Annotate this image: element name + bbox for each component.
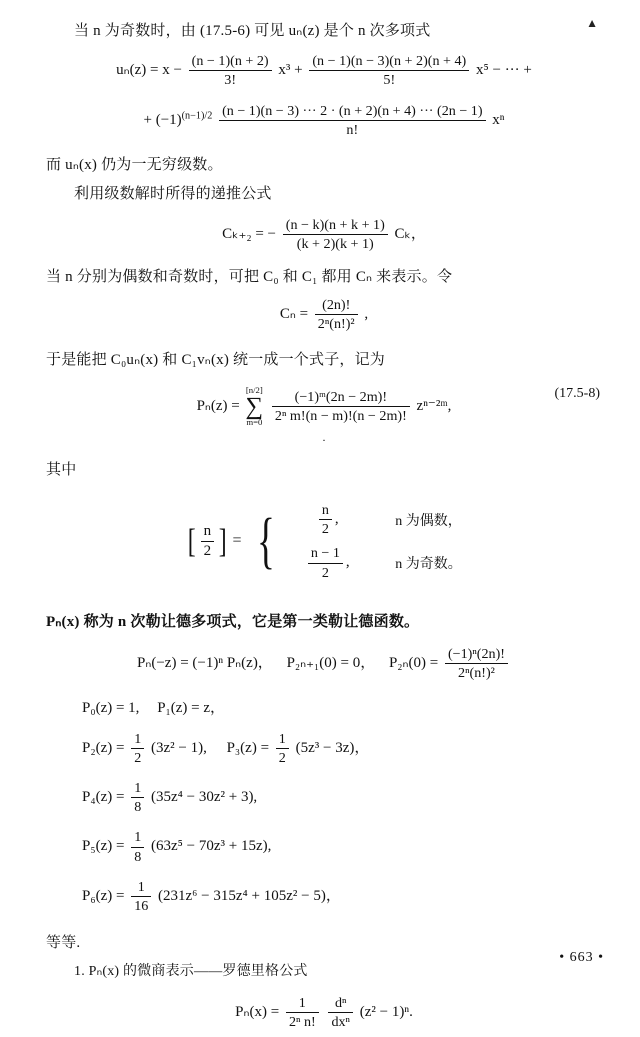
eq-un-frac2 xyxy=(309,53,469,88)
case-even-den: 2 xyxy=(321,521,329,538)
eq-un2-frac-den: n! xyxy=(346,121,359,138)
poly-6-body: (231z⁶ − 315z⁴ + 105z² − 5)， xyxy=(158,887,341,904)
poly-5-coeff-den: 8 xyxy=(134,848,142,865)
poly-6-lhs: P₆(z) = xyxy=(82,887,125,904)
eq-c-frac-den: (k + 2)(k + 1) xyxy=(296,235,374,252)
eq-un2-frac-num: (n − 1)(n − 3) ··· 2 · (n + 2)(n + 4) ··· (2n − 1) xyxy=(219,103,485,121)
equation-floor-cases xyxy=(46,494,602,589)
case-odd-frac xyxy=(308,545,343,580)
poly-4-coeff-den: 8 xyxy=(134,799,142,816)
eq-un2-exp: (n−1)/2 xyxy=(181,110,213,122)
poly-6-coeff-num: 1 xyxy=(131,879,151,897)
poly-6-coeff xyxy=(131,879,151,914)
poly-5-coeff-num: 1 xyxy=(131,829,144,847)
equation-rodrigues xyxy=(46,995,602,1030)
equals-sign: = xyxy=(232,532,242,550)
eq-un-frac2-num: (n − 1)(n − 3)(n + 2)(n + 4) xyxy=(309,53,469,71)
case-even-num: n xyxy=(319,502,332,520)
paragraph-4: 当 n 分别为偶数和奇数时，可把 C₀ 和 C₁ 都用 Cₙ 来表示。令 xyxy=(46,268,453,285)
eq-un-t1: x − xyxy=(162,62,182,79)
poly-2-coeff-den: 2 xyxy=(134,749,142,766)
equation-cn xyxy=(46,297,602,332)
case-odd-den: 2 xyxy=(321,564,329,581)
paragraph-6: 其中 xyxy=(46,461,77,478)
floor-arg-num: n xyxy=(201,523,215,542)
floor-arg xyxy=(201,523,215,561)
poly-5-lhs: P₅(z) = xyxy=(82,838,125,855)
case-even-value: $\frac{n}{2}$ , xyxy=(285,502,369,537)
case-odd-num: n − 1 xyxy=(308,545,343,563)
corner-mark: ▲ xyxy=(586,16,598,30)
poly-row-6 xyxy=(46,879,602,914)
eq-un2-t1: + (−1) xyxy=(143,111,182,128)
poly-3-coeff-den: 2 xyxy=(278,749,286,766)
eq-rod-lhs: Pₙ(x) = xyxy=(235,1004,280,1021)
paragraph-7: Pₙ(x) 称为 n 次勒让德多项式，它是第一类勒让德函数。 xyxy=(46,613,420,630)
page-content xyxy=(46,14,602,1037)
case-row-even xyxy=(285,502,462,537)
paragraph-1: 当 n 为奇数时，由 (17.5-6) 可见 uₙ(z) 是个 n 次多项式 xyxy=(74,23,431,39)
sum-upper-limit: [n/2] xyxy=(245,384,263,395)
poly-2-coeff xyxy=(131,731,144,766)
prop-parity: Pₙ(−z) = (−1)ⁿ Pₙ(z)， xyxy=(137,655,273,672)
poly-row-5 xyxy=(46,829,602,864)
bracket-open-icon: [ xyxy=(187,522,196,560)
poly-5-body: (63z⁵ − 70z³ + 15z), xyxy=(150,838,272,855)
poly-0-lhs: P₀(z) = 1, xyxy=(82,699,140,716)
eq-p-rhs: zⁿ⁻²ᵐ, xyxy=(416,397,452,414)
case-even-condition: n 为偶数， xyxy=(395,513,462,529)
eq-rod-frac2-num: dⁿ xyxy=(328,995,353,1013)
equation-un xyxy=(46,53,602,88)
eq-un-t3: x⁵ − ··· + xyxy=(476,62,532,79)
prop-even-zero-num: (−1)ⁿ(2n)! xyxy=(445,646,508,664)
section-heading-rodrigues: 1. Pₙ(x) 的微商表示——罗德里格公式 xyxy=(74,964,308,980)
prop-even-zero-lhs: P₂ₙ(0) = xyxy=(388,655,439,672)
eq-rod-frac1-den: 2ⁿ n! xyxy=(288,1014,316,1031)
eq-p-frac xyxy=(272,389,410,424)
bracket-close-icon: ] xyxy=(218,522,227,560)
poly-2-body: (3z² − 1), xyxy=(150,739,207,756)
eq-c-rhs: Cₖ， xyxy=(394,225,426,242)
prop-even-zero-frac xyxy=(445,646,508,681)
poly-5-coeff xyxy=(131,829,144,864)
sigma-icon: ∑ xyxy=(245,392,264,420)
eq-rod-rhs: (z² − 1)ⁿ. xyxy=(359,1004,413,1021)
paragraph-5: 于是能把 C₀uₙ(x) 和 C₁vₙ(x) 统一成一个式子，记为 xyxy=(46,351,386,368)
brace-icon: { xyxy=(257,506,276,575)
eq-p-lhs: Pₙ(z) = xyxy=(196,397,240,414)
eq-un-frac1-den: 3! xyxy=(224,72,237,89)
legendre-polynomial-list xyxy=(46,696,602,915)
poly-3-coeff xyxy=(276,731,289,766)
eq-p-frac-den: 2ⁿ m!(n − m)!(n − 2m)! xyxy=(274,407,407,424)
poly-row-4 xyxy=(46,780,602,815)
eq-cn-lhs: Cₙ = xyxy=(279,306,309,323)
stray-dot: . xyxy=(322,429,326,444)
eq-cn-frac-num: (2n)! xyxy=(315,297,358,315)
equation-number: (17.5-8) xyxy=(554,385,600,401)
poly-4-body: (35z⁴ − 30z² + 3), xyxy=(150,789,258,806)
eq-cn-frac xyxy=(315,297,358,332)
eq-p-frac-num: (−1)ᵐ(2n − 2m)! xyxy=(272,389,410,407)
cases-block xyxy=(285,494,462,589)
poly-4-coeff xyxy=(131,780,144,815)
eq-un-frac1 xyxy=(189,53,272,88)
eq-c-lhs: Cₖ₊₂ = − xyxy=(222,225,277,242)
paragraph-8: 等等. xyxy=(46,935,81,952)
eq-rod-frac1-num: 1 xyxy=(286,995,319,1013)
equation-legendre-series xyxy=(46,386,602,427)
poly-1-lhs: P₁(z) = z， xyxy=(157,699,226,716)
eq-c-frac xyxy=(283,217,388,252)
paragraph-3: 利用级数解时所得的递推公式 xyxy=(74,186,272,203)
poly-4-lhs: P₄(z) = xyxy=(82,789,125,806)
equation-un-cont xyxy=(46,103,602,138)
equation-recurrence xyxy=(46,217,602,252)
eq-rod-frac1 xyxy=(286,995,319,1030)
eq-c-frac-num: (n − k)(n + k + 1) xyxy=(283,217,388,235)
paragraph-2: 而 uₙ(x) 仍为一无穷级数。 xyxy=(46,157,223,174)
poly-2-coeff-num: 1 xyxy=(131,731,144,749)
poly-2-lhs: P₂(z) = xyxy=(82,739,125,756)
poly-4-coeff-num: 1 xyxy=(131,780,144,798)
page-number: • 663 • xyxy=(559,950,604,965)
equation-properties xyxy=(46,646,602,681)
poly-3-lhs: P₃(z) = xyxy=(226,739,270,756)
case-even-frac xyxy=(319,502,332,537)
poly-6-coeff-den: 16 xyxy=(134,897,149,914)
prop-odd-zero: P₂ₙ₊₁(0) = 0， xyxy=(286,655,376,672)
eq-rod-frac2-den: dxⁿ xyxy=(331,1014,350,1031)
case-odd-condition: n 为奇数。 xyxy=(395,557,462,573)
sum-lower-limit: m=0 xyxy=(246,417,263,428)
eq-un2-t2: xⁿ xyxy=(492,111,505,128)
eq-cn-frac-den: 2ⁿ(n!)² xyxy=(317,316,355,333)
poly-3-coeff-num: 1 xyxy=(276,731,289,749)
prop-even-zero-den: 2ⁿ(n!)² xyxy=(458,665,495,682)
eq-rod-frac2 xyxy=(328,995,353,1030)
eq-cn-rhs: , xyxy=(364,306,369,323)
floor-arg-den: 2 xyxy=(203,542,212,559)
poly-row-0 xyxy=(46,696,602,717)
eq-un-lhs: uₙ(z) = xyxy=(116,62,159,79)
poly-row-2-3 xyxy=(46,731,602,766)
case-odd-value: $\frac{n - 1}{2}$ , xyxy=(285,545,369,580)
poly-3-body: (5z³ − 3z)， xyxy=(295,739,370,756)
case-row-odd xyxy=(285,545,462,580)
eq-un-frac1-num: (n − 1)(n + 2) xyxy=(189,53,272,71)
eq-un-t2: x³ + xyxy=(278,62,303,79)
eq-un2-frac xyxy=(219,103,485,138)
eq-un-frac2-den: 5! xyxy=(383,72,396,89)
summation-symbol xyxy=(246,386,264,427)
